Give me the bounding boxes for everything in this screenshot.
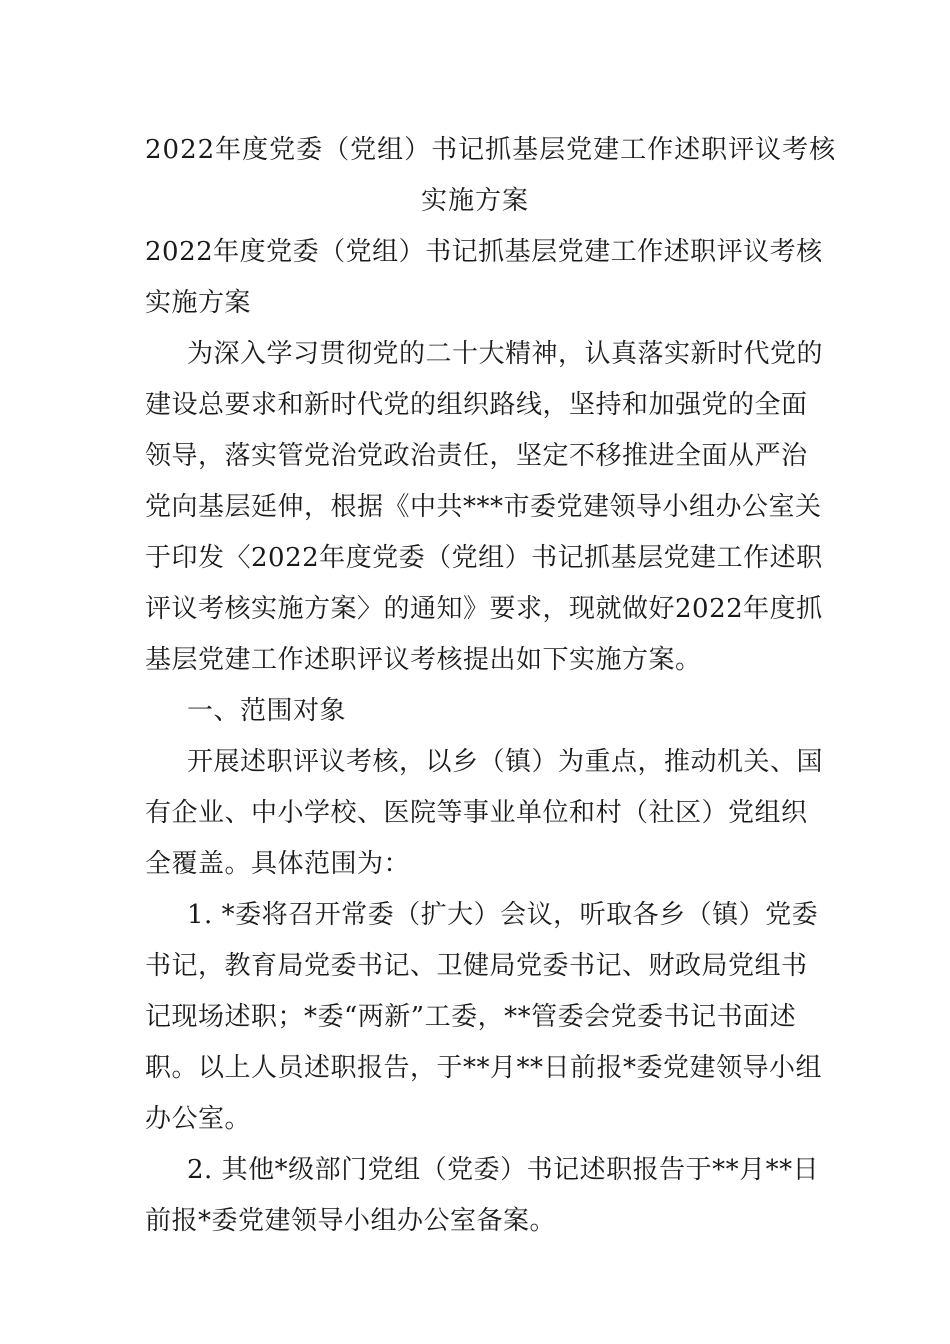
item-2-line: 2. 其他*级部门党组（党委）书记述职报告于**月**日 [187,1155,820,1185]
document-title-line-2: 实施方案 [420,186,529,216]
subtitle-line-1: 2022年度党委（党组）书记抓基层党建工作述职评议考核 [145,237,823,267]
intro-paragraph-line: 评议考核实施方案〉的通知》要求，现就做好2022年度抓 [145,594,823,624]
intro-paragraph-line: 基层党建工作述职评议考核提出如下实施方案。 [145,645,702,675]
section-heading-scope: 一、范围对象 [187,696,347,726]
intro-paragraph-line: 为深入学习贯彻党的二十大精神，认真落实新时代党的 [187,339,824,369]
subtitle-line-2: 实施方案 [145,288,252,318]
scope-paragraph-line: 全覆盖。具体范围为： [145,849,411,879]
item-1-line: 职。以上人员述职报告，于**月**日前报*委党建领导小组 [145,1053,823,1083]
item-1-line: 1. *委将召开常委（扩大）会议，听取各乡（镇）党委 [187,900,819,930]
item-1-line: 书记，教育局党委书记、卫健局党委书记、财政局党组书 [145,951,808,981]
item-2-line: 前报*委党建领导小组办公室备案。 [145,1206,557,1236]
intro-paragraph-line: 党向基层延伸，根据《中共***市委党建领导小组办公室关 [145,492,822,522]
intro-paragraph-line: 于印发〈2022年度党委（党组）书记抓基层党建工作述职 [145,543,823,573]
scope-paragraph-line: 开展述职评议考核，以乡（镇）为重点，推动机关、国 [187,747,824,777]
scope-paragraph-line: 有企业、中小学校、医院等事业单位和村（社区）党组织 [145,798,808,828]
item-1-line: 办公室。 [145,1104,252,1134]
item-1-line: 记现场述职；*委“两新”工委，**管委会党委书记书面述 [145,1002,797,1032]
intro-paragraph-line: 领导，落实管党治党政治责任，坚定不移推进全面从严治 [145,441,808,471]
document-title-line-1: 2022年度党委（党组）书记抓基层党建工作述职评议考核 [145,135,837,165]
intro-paragraph-line: 建设总要求和新时代党的组织路线，坚持和加强党的全面 [145,390,808,420]
